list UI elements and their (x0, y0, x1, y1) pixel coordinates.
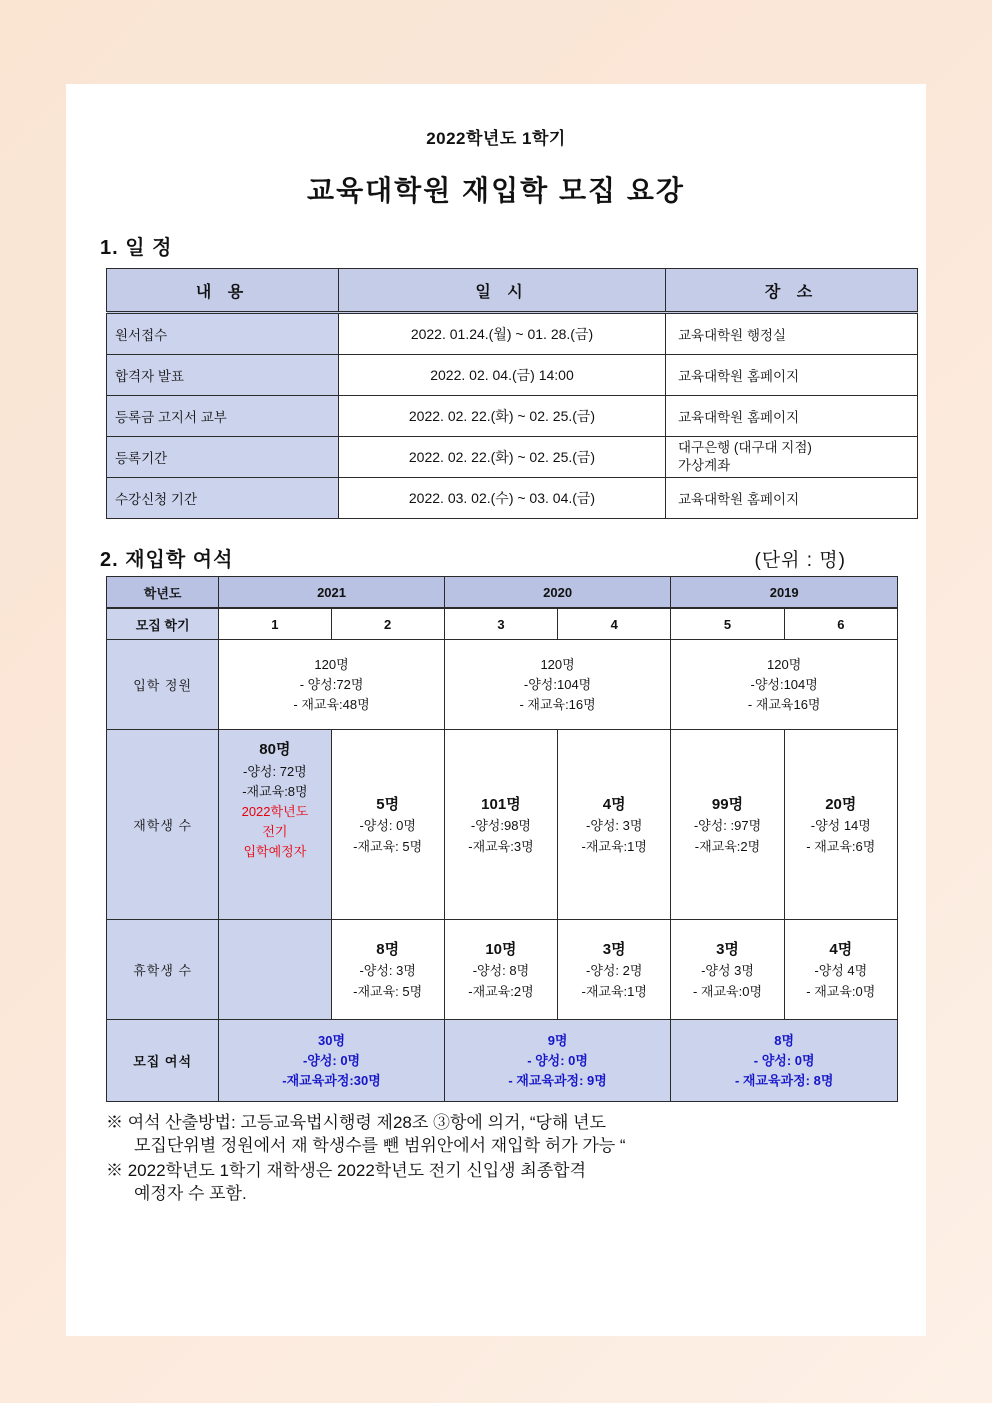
available-line1: -양성: 0명 (302, 1052, 361, 1068)
available-total: 9명 (547, 1032, 568, 1048)
quota-available-2021 (219, 1020, 445, 1102)
section-heading-quota: 2. 재입학 여석 (100, 549, 234, 572)
leave-line2: - 재교육:0명 (806, 983, 876, 999)
enrolled-note-line2: 전기 (262, 824, 288, 840)
cell-place: 교육대학원 행정실 (666, 313, 918, 355)
table-header-row (107, 269, 918, 313)
footnote-1 (106, 1112, 892, 1158)
table-row (107, 355, 918, 396)
leave-line2: - 재교육:0명 (692, 983, 762, 999)
leave-line2: -재교육:1명 (581, 983, 647, 999)
quota-leave-term5 (671, 920, 784, 1020)
enrolled-total: 4명 (602, 796, 626, 814)
quota-admission-2021 (219, 640, 445, 730)
quota-term-label: 모집 학기 (107, 608, 219, 640)
cell-place: 교육대학원 홈페이지 (666, 396, 918, 437)
cell-place-line2: 가상계좌 (678, 458, 731, 474)
document-page (66, 84, 926, 1336)
cell-datetime: 2022. 02. 22.(화) ~ 02. 25.(금) (339, 396, 666, 437)
quota-table (106, 576, 898, 1102)
enrolled-line1: -양성: 3명 (585, 818, 643, 834)
quota-enrolled-term1 (219, 730, 331, 920)
available-line1: - 양성: 0명 (753, 1052, 815, 1068)
admission-total: 120명 (540, 656, 575, 672)
available-line2: -재교육과정:30명 (282, 1073, 381, 1088)
cell-content: 합격자 발표 (107, 355, 339, 396)
leave-total: 3명 (602, 941, 626, 959)
enrolled-line2: -재교육:8명 (242, 783, 308, 799)
quota-enrolled-term4 (558, 730, 671, 920)
quota-available-label: 모집 여석 (107, 1020, 219, 1102)
cell-content: 수강신청 기간 (107, 478, 339, 519)
admission-line2: - 재교육16명 (747, 697, 821, 712)
admission-line1: -양성:104명 (523, 676, 592, 692)
leave-line1: -양성: 2명 (585, 963, 643, 979)
quota-term-1: 1 (219, 608, 331, 640)
quota-leave-term3 (444, 920, 557, 1020)
quota-leave-term2 (331, 920, 444, 1020)
document-title: 교육대학원 재입학 모집 요강 (307, 175, 685, 206)
cell-datetime: 2022. 01.24.(월) ~ 01. 28.(금) (339, 313, 666, 355)
quota-admission-2019 (671, 640, 898, 730)
quota-enrolled-term5 (671, 730, 784, 920)
quota-year-2020: 2020 (444, 577, 671, 609)
quota-leave-term6 (784, 920, 897, 1020)
footnote-2 (106, 1160, 892, 1206)
quota-admission-label: 입학 정원 (107, 640, 219, 730)
leave-line2: -재교육: 5명 (353, 983, 423, 999)
leave-total: 10명 (485, 941, 517, 959)
quota-leave-term4 (558, 920, 671, 1020)
enrolled-total: 101명 (481, 796, 521, 814)
table-row (107, 396, 918, 437)
quota-term-5: 5 (671, 608, 784, 640)
enrolled-line2: -재교육:3명 (468, 838, 534, 854)
quota-term-4: 4 (558, 608, 671, 640)
section-heading-schedule: 1. 일 정 (100, 237, 173, 259)
enrolled-total: 5명 (376, 796, 400, 814)
cell-place (666, 437, 918, 478)
leave-line1: -양성 3명 (701, 963, 754, 979)
footnote-1-line2: 모집단위별 정원에서 재 학생수를 뺀 범위안에서 재입학 허가 가능 “ (134, 1136, 626, 1156)
enrolled-line2: - 재교육:6명 (806, 838, 876, 854)
document-subtitle: 2022학년도 1학기 (426, 129, 566, 148)
cell-place: 교육대학원 홈페이지 (666, 478, 918, 519)
quota-leave-term1 (219, 920, 331, 1020)
quota-year-2021: 2021 (219, 577, 445, 609)
quota-admission-row (107, 640, 898, 730)
admission-line1: - 양성:72명 (299, 676, 364, 692)
cell-content: 원서접수 (107, 313, 339, 355)
quota-available-row (107, 1020, 898, 1102)
available-total: 8명 (774, 1032, 795, 1048)
leave-total: 4명 (829, 941, 853, 959)
enrolled-total: 20명 (825, 796, 857, 814)
footnote-1-line1: ※ 여석 산출방법: 고등교육법시행령 제28조 ③항에 의거, “당해 년도 (106, 1113, 606, 1133)
enrolled-total: 80명 (259, 741, 291, 759)
admission-total: 120명 (314, 656, 349, 672)
quota-available-2020 (444, 1020, 671, 1102)
table-row (107, 437, 918, 478)
column-header-datetime: 일 시 (339, 269, 666, 313)
admission-total: 120명 (767, 656, 802, 672)
quota-leave-label: 휴학생 수 (107, 920, 219, 1020)
leave-line1: -양성: 3명 (359, 963, 416, 979)
available-line2: - 재교육과정: 9명 (508, 1073, 607, 1088)
cell-datetime: 2022. 03. 02.(수) ~ 03. 04.(금) (339, 478, 666, 519)
quota-year-label: 학년도 (107, 577, 219, 609)
leave-total: 3명 (716, 941, 739, 959)
quota-admission-2020 (444, 640, 671, 730)
enrolled-line1: -양성: 72명 (243, 763, 307, 779)
quota-enrolled-row (107, 730, 898, 920)
quota-term-3: 3 (444, 608, 557, 640)
enrolled-line1: -양성: :97명 (693, 818, 762, 834)
quota-enrolled-term6 (784, 730, 897, 920)
enrolled-line1: -양성: 0명 (359, 818, 416, 834)
available-line1: - 양성: 0명 (527, 1052, 588, 1068)
enrolled-line2: -재교육:2명 (694, 838, 761, 854)
footnotes (106, 1112, 892, 1206)
table-row (107, 478, 918, 519)
footnote-2-line2: 예정자 수 포함. (134, 1184, 247, 1204)
section-row-quota (100, 543, 892, 572)
quota-enrolled-term2 (331, 730, 444, 920)
cell-datetime: 2022. 02. 22.(화) ~ 02. 25.(금) (339, 437, 666, 478)
quota-term-row (107, 608, 898, 640)
admission-line1: -양성:104명 (750, 676, 818, 692)
enrolled-total: 99명 (711, 796, 744, 814)
table-row (107, 313, 918, 355)
available-total: 30명 (318, 1032, 346, 1048)
column-header-content: 내 용 (107, 269, 339, 313)
quota-term-2: 2 (331, 608, 444, 640)
cell-content: 등록기간 (107, 437, 339, 478)
leave-total: 8명 (376, 941, 400, 959)
quota-year-2019: 2019 (671, 577, 898, 609)
leave-line1: -양성 4명 (814, 963, 868, 979)
unit-note: (단위 : 명) (754, 550, 846, 572)
enrolled-line2: -재교육:1명 (581, 838, 647, 854)
cell-content: 등록금 고지서 교부 (107, 396, 339, 437)
quota-leave-row (107, 920, 898, 1020)
footnote-2-line1: ※ 2022학년도 1학기 재학생은 2022학년도 전기 신입생 최종합격 (106, 1161, 587, 1181)
enrolled-note-line3: 입학예정자 (243, 844, 307, 860)
enrolled-note-line1: 2022학년도 (241, 803, 309, 819)
quota-enrolled-label: 재학생 수 (107, 730, 219, 920)
schedule-table (106, 268, 918, 519)
enrolled-line2: -재교육: 5명 (353, 838, 423, 854)
column-header-place: 장 소 (666, 269, 918, 313)
enrolled-line1: -양성:98명 (470, 818, 531, 834)
admission-line2: - 재교육:48명 (293, 697, 370, 712)
leave-line1: -양성: 8명 (472, 963, 530, 979)
quota-year-row (107, 577, 898, 609)
admission-line2: - 재교육:16명 (519, 697, 596, 712)
quota-term-6: 6 (784, 608, 897, 640)
cell-place-line1: 대구은행 (대구대 지점) (678, 440, 812, 455)
quota-available-2019 (671, 1020, 898, 1102)
leave-line2: -재교육:2명 (468, 983, 534, 999)
cell-datetime: 2022. 02. 04.(금) 14:00 (339, 355, 666, 396)
available-line2: - 재교육과정: 8명 (734, 1073, 834, 1088)
quota-enrolled-term3 (444, 730, 557, 920)
cell-place: 교육대학원 홈페이지 (666, 355, 918, 396)
enrolled-line1: -양성 14명 (810, 818, 871, 834)
